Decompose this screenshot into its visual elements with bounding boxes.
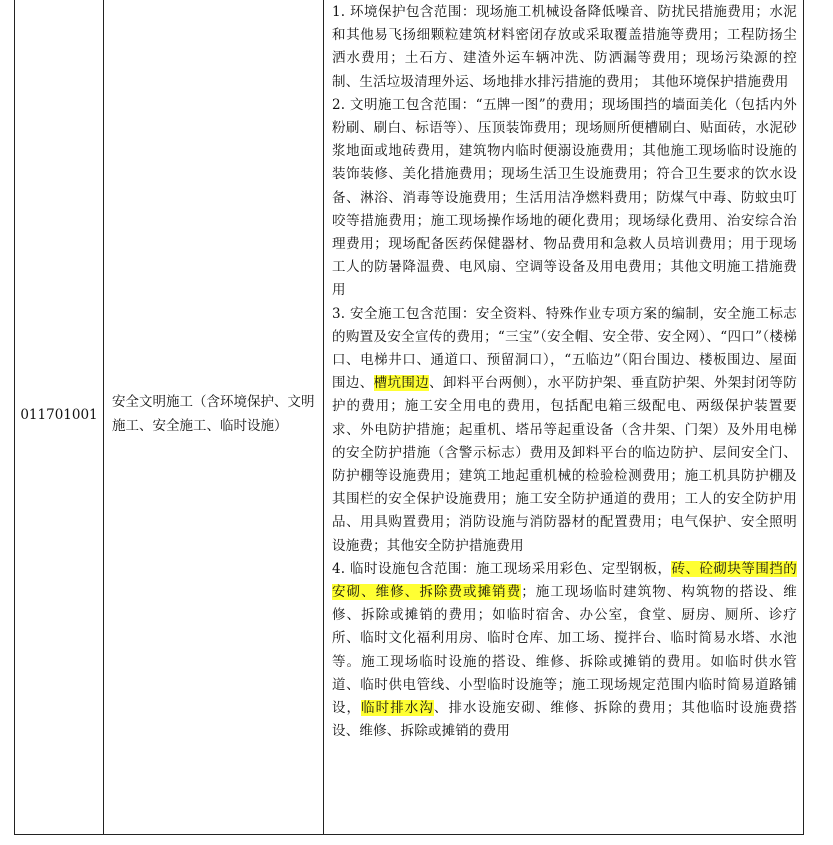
temporary-facilities-paragraph xyxy=(332,558,797,744)
table-row xyxy=(15,0,804,835)
text-run: 、卸料平台两侧），水平防护架、垂直防护架、外架封闭等防护的费用；施工安全用电的费用，包括配电箱三级配电、两级保护装置要求、外电防护措施；起重机、塔吊等起重设备（含井架、门架）及外用电梯的安全防护措施（含警示标志）费用及卸料平台的临边防护、层间安全门、防护棚等设施费用；建筑工地起重机械的检验检测费用；施工机具防护棚及其围栏的安全保护设施费用；施工安全防护通道的费用；工人的安全防护用品、用具购置费用；消防设施与消防器材的配置费用；电气保护、安全照明设施费；其他安全防护措施费用 xyxy=(332,375,797,554)
safety-construction-paragraph xyxy=(332,303,797,558)
item-name: 安全文明施工（含环境保护、文明施工、安全施工、临时设施） xyxy=(112,394,315,434)
text-run: 3. 安全施工包含范围：安全资料、特殊作业专项方案的编制，安全施工标志的购置及安全宣传的费用；“三宝”（安全帽、安全带、安全网）、“四口”（楼梯口、电梯井口、通道口、预留洞口），“五临边”（阳台围边、楼板围边、屋面围边、 xyxy=(332,305,797,392)
highlighted-text: 临时排水沟 xyxy=(361,700,434,717)
item-code: 011701001 xyxy=(20,406,98,423)
work-content-cell xyxy=(324,0,804,835)
highlighted-text: 砖、砼砌块等围挡的安砌、维修、拆除费或摊销费 xyxy=(332,560,797,601)
text-run: 4. 临时设施包含范围：施工现场采用彩色、定型钢板， xyxy=(332,560,672,577)
item-name-cell xyxy=(104,0,324,835)
highlighted-text: 槽坑围边 xyxy=(373,375,430,392)
item-code-cell xyxy=(15,0,104,835)
text-run: 、排水设施安砌、维修、拆除的费用；其他临时设施费搭设、维修、拆除或摊销的费用 xyxy=(332,700,798,740)
text-run: 2. 文明施工包含范围：“五牌一图”的费用；现场围挡的墙面美化（包括内外粉刷、刷白、标语等）、压顶装饰费用；现场厕所便槽刷白、贴面砖，水泥砂浆地面或地砖费用，建筑物内临时便溺设施费用；其他施工现场临时设施的装饰装修、美化措施费用；现场生活卫生设施费用；符合卫生要求的饮水设备、淋浴、消毒等设施费用；生活用洁净燃料费用；防煤气中毒、防蚊虫叮咬等措施费用；施工现场操作场地的硬化费用；现场绿化费用、治安综合治理费用；现场配备医药保健器材、物品费用和急救人员培训费用；用于现场工人的防暑降温费、电风扇、空调等设备及用电费用；其他文明施工措施费用 xyxy=(332,96,797,299)
civilized-construction-paragraph xyxy=(332,94,797,303)
env-protection-paragraph xyxy=(332,1,797,94)
measure-item-table xyxy=(14,0,804,835)
text-run: 1. 环境保护包含范围：现场施工机械设备降低噪音、防扰民措施费用；水泥和其他易飞扬细颗粒建筑材料密闭存放或采取覆盖措施等费用；工程防扬尘洒水费用；土石方、建渣外运车辆冲洗、防洒漏等费用；现场污染源的控制、生活垃圾清理外运、场地排水排污措施的费用； 其他环境保护措施费用 xyxy=(332,4,797,90)
text-run: ；施工现场临时建筑物、构筑物的搭设、维修、拆除或摊销的费用；如临时宿舍、办公室，食堂、厨房、厕所、诊疗所、临时文化福利用房、临时仓库、加工场、搅拌台、临时简易水塔、水池等。施工现场临时设施的搭设、维修、拆除或摊销的费用。如临时供水管道、临时供电管线、小型临时设施等；施工现场规定范围内临时简易道路铺设， xyxy=(332,584,797,717)
